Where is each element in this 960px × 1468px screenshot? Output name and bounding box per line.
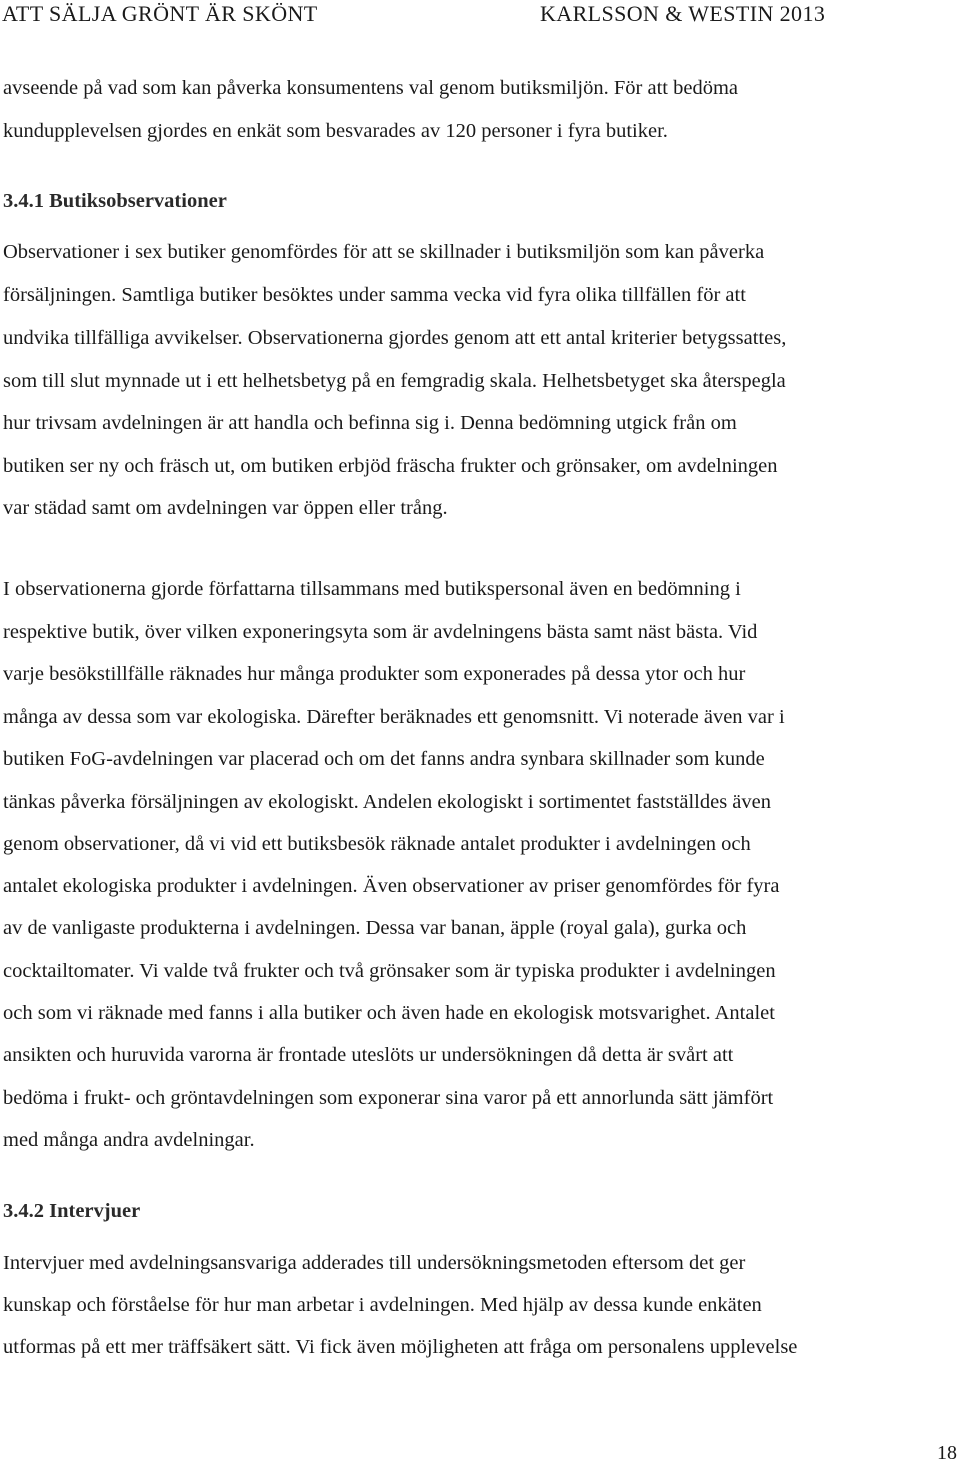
paragraph-line: bedöma i frukt- och gröntavdelningen som exponerar sina varor på ett annorlunda sätt jämfört [3,1087,774,1109]
paragraph-line: butiken ser ny och fräsch ut, om butiken erbjöd fräscha frukter och grönsaker, om avdelningen [3,455,778,477]
paragraph-line: undvika tillfälliga avvikelser. Observationerna gjordes genom att ett antal kriterier betygssattes, [3,327,787,349]
paragraph-line: som till slut mynnade ut i ett helhetsbetyg på en femgradig skala. Helhetsbetyget ska återspegla [3,370,786,392]
paragraph-line: många av dessa som var ekologiska. Därefter beräknades ett genomsnitt. Vi noterade även var i [3,706,785,728]
page-number: 18 [937,1442,957,1464]
paragraph-line: respektive butik, över vilken exponeringsyta som är avdelningens bästa samt näst bästa. Vid [3,621,758,643]
paragraph-line: Observationer i sex butiker genomfördes för att se skillnader i butiksmiljön som kan påverka [3,241,765,263]
paragraph-line: tänkas påverka försäljningen av ekologiskt. Andelen ekologiskt i sortimentet fastställdes även [3,791,771,813]
paragraph-line: ansikten och huruvida varorna är frontade uteslöts ur undersökningen då detta är svårt att [3,1044,734,1066]
header-title: ATT SÄLJA GRÖNT ÄR SKÖNT [2,1,318,26]
paragraph-line: Intervjuer med avdelningsansvariga adderades till undersökningsmetoden eftersom det ger [3,1252,746,1274]
section-heading: 3.4.2 Intervjuer [3,1200,141,1222]
paragraph-line: butiken FoG-avdelningen var placerad och om det fanns andra synbara skillnader som kunde [3,748,765,770]
running-header [0,0,960,32]
paragraph-line: genom observationer, då vi vid ett butiksbesök räknade antalet produkter i avdelningen och [3,833,751,855]
paragraph-line: av de vanligaste produkterna i avdelningen. Dessa var banan, äpple (royal gala), gurka och [3,917,747,939]
paragraph-line: kundupplevelsen gjordes en enkät som besvarades av 120 personer i fyra butiker. [3,120,668,142]
paragraph-line: försäljningen. Samtliga butiker besöktes under samma vecka vid fyra olika tillfällen för att [3,284,746,306]
paragraph-line: avseende på vad som kan påverka konsumentens val genom butiksmiljön. För att bedöma [3,77,738,99]
paragraph-line: var städad samt om avdelningen var öppen eller trång. [3,497,448,519]
paragraph-line: med många andra avdelningar. [3,1129,255,1151]
header-authors: KARLSSON & WESTIN 2013 [540,1,826,26]
paragraph-line: cocktailtomater. Vi valde två frukter och två grönsaker som är typiska produkter i avdelningen [3,960,776,982]
paragraph-line: kunskap och förståelse för hur man arbetar i avdelningen. Med hjälp av dessa kunde enkäten [3,1294,762,1316]
section-heading: 3.4.1 Butiksobservationer [3,190,227,212]
paragraph-line: och som vi räknade med fanns i alla butiker och även hade en ekologisk motsvarighet. Antalet [3,1002,775,1024]
paragraph-line: I observationerna gjorde författarna tillsammans med butikspersonal även en bedömning i [3,578,741,600]
paragraph-line: antalet ekologiska produkter i avdelningen. Även observationer av priser genomfördes för fyra [3,875,780,897]
paragraph-line: hur trivsam avdelningen är att handla och befinna sig i. Denna bedömning utgick från om [3,412,737,434]
paragraph-line: utformas på ett mer träffsäkert sätt. Vi fick även möjligheten att fråga om personalens upplevelse [3,1336,798,1358]
paragraph-line: varje besökstillfälle räknades hur många produkter som exponerades på dessa ytor och hur [3,663,746,685]
